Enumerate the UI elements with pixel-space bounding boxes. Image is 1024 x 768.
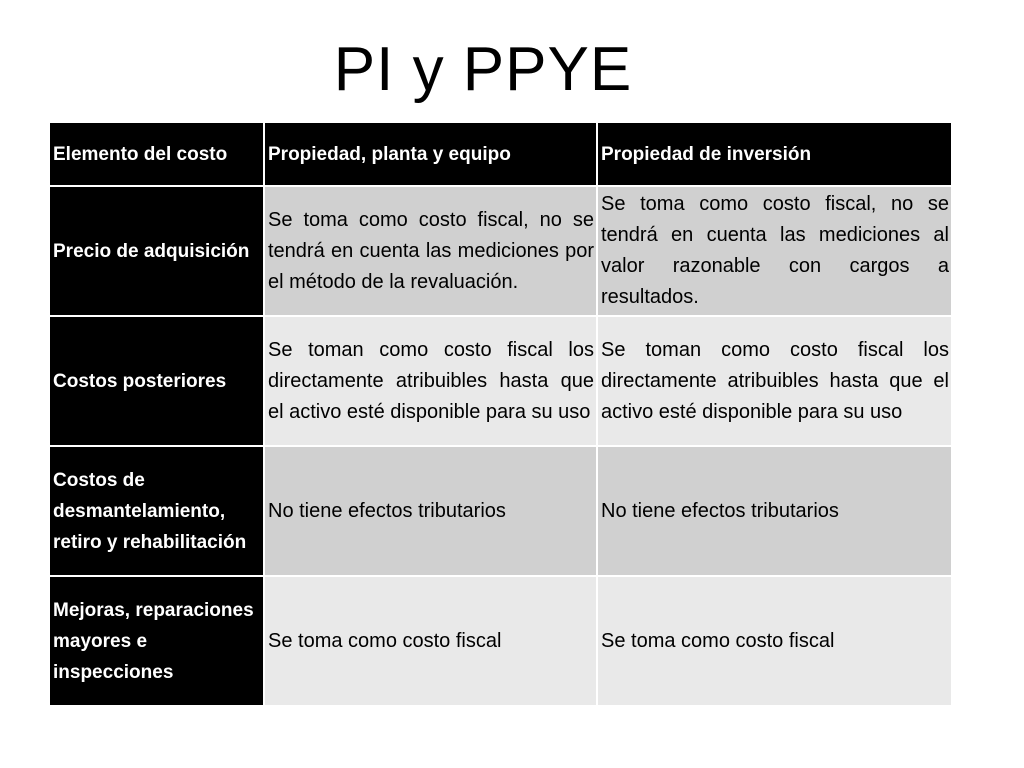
header-investment-property: Propiedad de inversión [597, 122, 952, 186]
comparison-table [48, 121, 953, 707]
cell-pi-subsequent-costs: Se toman como costo fiscal los directamente atribuibles hasta que el activo esté disponible para su uso [597, 316, 952, 446]
row-label-subsequent-costs: Costos posteriores [49, 316, 264, 446]
row-label-acquisition-price: Precio de adquisición [49, 186, 264, 316]
row-label-improvements: Mejoras, reparaciones mayores e inspecciones [49, 576, 264, 706]
header-ppye: Propiedad, planta y equipo [264, 122, 597, 186]
table-row [49, 446, 952, 576]
row-label-dismantling-costs: Costos de desmantelamiento, retiro y rehabilitación [49, 446, 264, 576]
cell-ppye-dismantling-costs: No tiene efectos tributarios [264, 446, 597, 576]
slide-title: PI y PPYE [333, 35, 633, 104]
cell-pi-acquisition-price: Se toma como costo fiscal, no se tendrá en cuenta las mediciones al valor razonable con cargos a resultados. [597, 186, 952, 316]
cell-pi-improvements: Se toma como costo fiscal [597, 576, 952, 706]
cell-ppye-acquisition-price: Se toma como costo fiscal, no se tendrá en cuenta las mediciones por el método de la revaluación. [264, 186, 597, 316]
cell-pi-dismantling-costs: No tiene efectos tributarios [597, 446, 952, 576]
table-row [49, 576, 952, 706]
table-row [49, 186, 952, 316]
header-cost-element: Elemento del costo [49, 122, 264, 186]
table-row [49, 316, 952, 446]
cell-ppye-subsequent-costs: Se toman como costo fiscal los directamente atribuibles hasta que el activo esté disponible para su uso [264, 316, 597, 446]
cell-ppye-improvements: Se toma como costo fiscal [264, 576, 597, 706]
table-header-row [49, 122, 952, 186]
